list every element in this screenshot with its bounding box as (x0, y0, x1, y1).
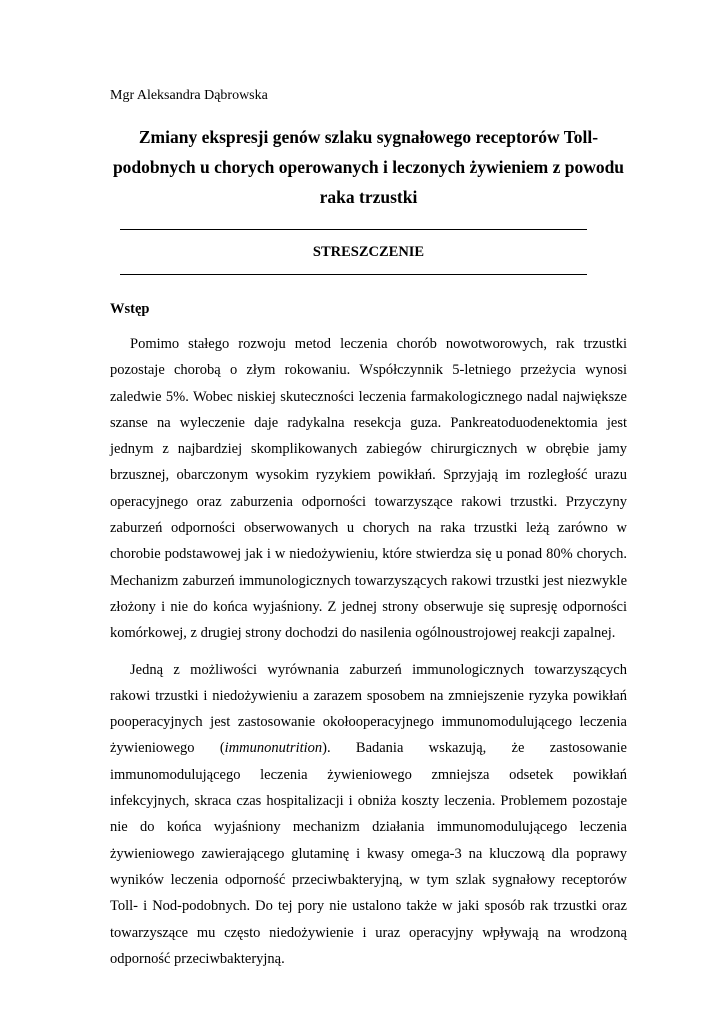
paragraph-2-text-start: Jedną z możliwości wyrównania zaburzeń immunologicznych towarzyszących rakowi trzustki i niedożywieniu a zarazem sposobem na zmniejszenie ryzyka powikłań pooperacyjnych jest zastosowanie okołooperacyjnego immunomodulującego leczenia żywieniowego ( (110, 661, 627, 757)
document-page (110, 86, 627, 982)
section-heading: Wstęp (110, 301, 150, 317)
abstract-heading: STRESZCZENIE (312, 244, 425, 260)
paragraph-2-italic-term: immunonutrition (224, 740, 323, 757)
author-name: Mgr Aleksandra Dąbrowska (110, 88, 268, 103)
paragraph-2-text-end: ). Badania wskazują, że zastosowanie immunomodulującego leczenia żywieniowego zmniejsza odsetek powikłań infekcyjnych, skraca czas hospitalizacji i obniża koszty leczenia. Problemem pozostaje nie do końca wyjaśniony mechanizm działania immunomodulującego leczenia żywieniowego zawierającego glutaminę i kwasy omega-3 na kluczową dla poprawy wyników leczenia odporność przeciwbakteryjną, w tym szlak sygnałowy receptorów Toll- i Nod-podobnych. Do tej pory nie ustalono także w jaki sposób rak trzustki oraz towarzyszące mu często niedożywienie i uraz operacyjny wpływają na wrodzoną odporność przeciwbakteryjną. (110, 740, 627, 967)
top-divider (120, 229, 587, 230)
body-paragraph-2 (110, 657, 627, 973)
bottom-divider (120, 274, 587, 275)
document-title: Zmiany ekspresji genów szlaku sygnałowego receptorów Toll-podobnych u chorych operowanych i leczonych żywieniem z powodu raka trzustki (112, 127, 625, 207)
body-paragraph-1: Pomimo stałego rozwoju metod leczenia chorób nowotworowych, rak trzustki pozostaje chorobą o złym rokowaniu. Współczynnik 5-letniego przeżycia wynosi zaledwie 5%. Wobec niskiej skuteczności leczenia farmakologicznego nadal największe szanse na wyleczenie daje radykalna resekcja guza. Pankreatoduodenektomia jest jednym z najbardziej skomplikowanych zabiegów chirurgicznych w obrębie jamy brzusznej, obarczonym wysokim ryzykiem powikłań. Sprzyjają im rozległość urazu operacyjnego oraz zaburzenia odporności towarzyszące rakowi trzustki. Przyczyny zaburzeń odporności obserwowanych u chorych na raka trzustki leżą zarówno w chorobie podstawowej jak i w niedożywieniu, które stwierdza się u ponad 80% chorych. Mechanizm zaburzeń immunologicznych towarzyszących rakowi trzustki jest niezwykle złożony i nie do końca wyjaśniony. Z jednej strony obserwuje się supresję odporności komórkowej, z drugiej strony dochodzi do nasilenia ogólnoustrojowej reakcji zapalnej. (110, 336, 627, 642)
